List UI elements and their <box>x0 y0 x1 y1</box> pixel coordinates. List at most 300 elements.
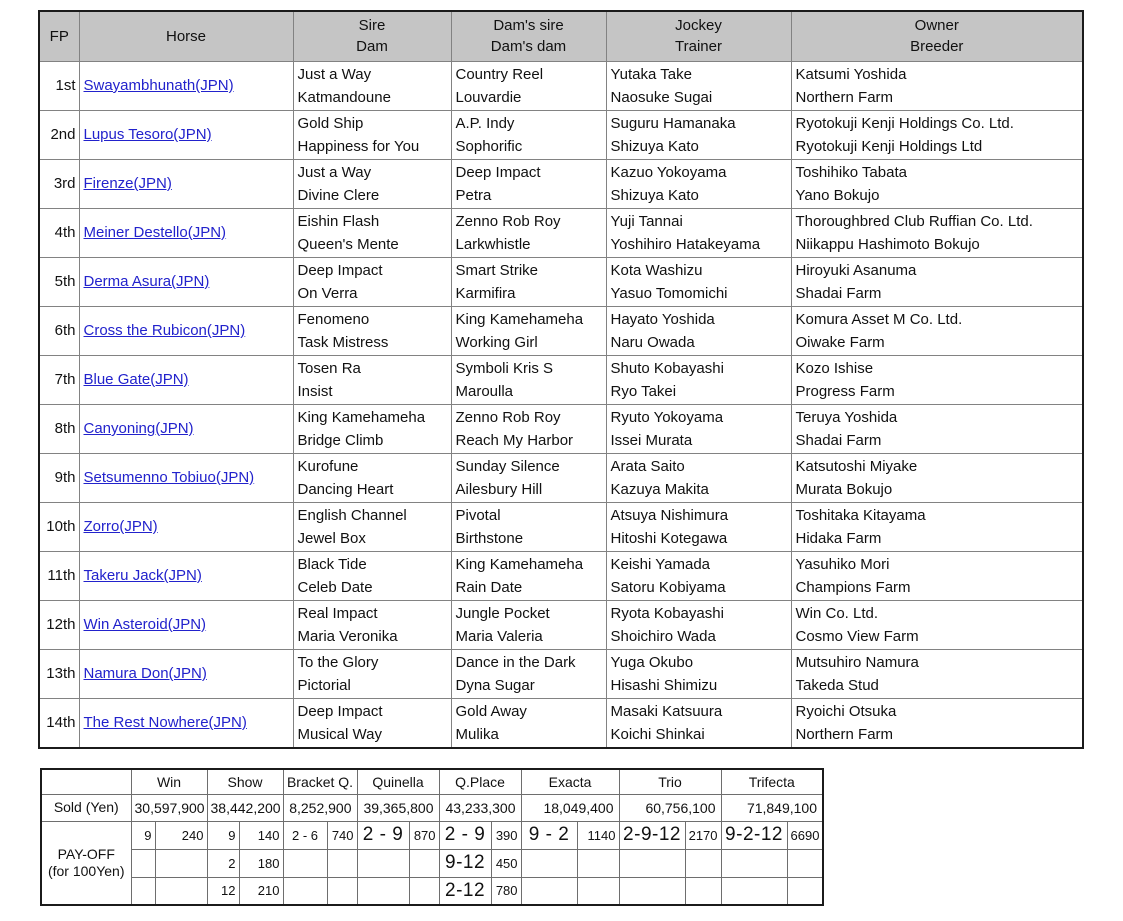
dams-sire-dams-dam-cell <box>451 159 606 208</box>
result-row <box>39 502 1083 551</box>
breeder-name: Northern Farm <box>795 88 894 106</box>
sold-row <box>41 794 823 821</box>
trifecta-payout <box>787 877 823 905</box>
col-header-jockey-trainer <box>606 11 791 61</box>
dams-dam-name: Karmifira <box>455 284 516 302</box>
trio-payout <box>685 849 721 877</box>
jockey-name: Yuji Tannai <box>610 212 683 230</box>
horse-cell <box>79 208 293 257</box>
horse-cell <box>79 551 293 600</box>
dams-sire-name: Country Reel <box>455 65 544 83</box>
horse-cell <box>79 355 293 404</box>
dams-dam-name: Dyna Sugar <box>455 676 535 694</box>
dams-dam-name: Birthstone <box>455 529 524 547</box>
jockey-name: Kota Washizu <box>610 261 703 279</box>
sire-name: King Kamehameha <box>297 408 426 426</box>
header-trainer: Trainer <box>675 38 722 56</box>
horse-link[interactable]: Lupus Tesoro(JPN) <box>83 126 212 143</box>
jockey-name: Suguru Hamanaka <box>610 114 736 132</box>
owner-name: Kozo Ishise <box>795 359 874 377</box>
payoff-label-line2: (for 100Yen) <box>47 862 125 879</box>
dam-name: On Verra <box>297 284 358 302</box>
trainer-name: Satoru Kobiyama <box>610 578 726 596</box>
result-row <box>39 698 1083 748</box>
breeder-name: Takeda Stud <box>795 676 879 694</box>
show-combo: 9 <box>207 821 239 849</box>
show-payout: 210 <box>239 877 283 905</box>
col-header-sire-dam <box>293 11 451 61</box>
jockey-trainer-cell <box>606 257 791 306</box>
dams-dam-name: Mulika <box>455 725 499 743</box>
jockey-trainer-cell <box>606 61 791 110</box>
dams-dam-name: Larkwhistle <box>455 235 531 253</box>
bet-type-q-place: Q.Place <box>439 769 521 794</box>
breeder-name: Northern Farm <box>795 725 894 743</box>
dams-dam-name: Maroulla <box>455 382 514 400</box>
result-row <box>39 110 1083 159</box>
header-dam: Dam <box>356 38 388 56</box>
sire-dam-cell <box>293 551 451 600</box>
breeder-name: Hidaka Farm <box>795 529 882 547</box>
owner-name: Katsutoshi Miyake <box>795 457 918 475</box>
breeder-name: Progress Farm <box>795 382 895 400</box>
quinella-payout <box>409 849 439 877</box>
horse-link[interactable]: Blue Gate(JPN) <box>83 371 189 388</box>
finish-position: 9th <box>39 453 79 502</box>
col-header-fp: FP <box>39 11 79 61</box>
trainer-name: Naosuke Sugai <box>610 88 713 106</box>
sire-name: To the Glory <box>297 653 379 671</box>
quinella-payout: 870 <box>409 821 439 849</box>
owner-name: Komura Asset M Co. Ltd. <box>795 310 963 328</box>
sire-name: Deep Impact <box>297 261 383 279</box>
sire-dam-cell <box>293 257 451 306</box>
sire-name: Kurofune <box>297 457 359 475</box>
dam-name: Jewel Box <box>297 529 366 547</box>
sold-exacta: 18,049,400 <box>521 794 619 821</box>
owner-breeder-cell <box>791 502 1083 551</box>
trainer-name: Yasuo Tomomichi <box>610 284 728 302</box>
jockey-name: Masaki Katsuura <box>610 702 723 720</box>
bracket-q-payout <box>327 849 357 877</box>
bracket-q-combo: 2 - 6 <box>283 821 327 849</box>
payoff-row-1 <box>41 821 823 849</box>
win-payout <box>155 877 207 905</box>
payoff-table <box>40 768 824 906</box>
horse-cell <box>79 257 293 306</box>
dams-sire-dams-dam-cell <box>451 698 606 748</box>
owner-breeder-cell <box>791 61 1083 110</box>
horse-cell <box>79 306 293 355</box>
owner-breeder-cell <box>791 649 1083 698</box>
header-jockey: Jockey <box>675 17 722 35</box>
win-combo: 9 <box>131 821 155 849</box>
dams-dam-name: Reach My Harbor <box>455 431 574 449</box>
trainer-name: Koichi Shinkai <box>610 725 705 743</box>
trainer-name: Issei Murata <box>610 431 693 449</box>
show-payout: 140 <box>239 821 283 849</box>
sire-dam-cell <box>293 649 451 698</box>
breeder-name: Oiwake Farm <box>795 333 885 351</box>
q-place-combo: 9-12 <box>439 849 491 877</box>
sire-dam-cell <box>293 61 451 110</box>
bet-type-trifecta: Trifecta <box>721 769 823 794</box>
dam-name: Musical Way <box>297 725 382 743</box>
col-header-horse: Horse <box>79 11 293 61</box>
dam-name: Maria Veronika <box>297 627 398 645</box>
breeder-name: Shadai Farm <box>795 284 882 302</box>
jockey-name: Kazuo Yokoyama <box>610 163 727 181</box>
owner-breeder-cell <box>791 208 1083 257</box>
jockey-trainer-cell <box>606 208 791 257</box>
dams-dam-name: Maria Valeria <box>455 627 543 645</box>
finish-position: 13th <box>39 649 79 698</box>
horse-link[interactable]: Takeru Jack(JPN) <box>83 567 202 584</box>
horse-link[interactable]: Setsumenno Tobiuo(JPN) <box>83 469 255 486</box>
bet-type-quinella: Quinella <box>357 769 439 794</box>
horse-cell <box>79 159 293 208</box>
horse-link[interactable]: Firenze(JPN) <box>83 175 172 192</box>
owner-name: Teruya Yoshida <box>795 408 898 426</box>
quinella-combo <box>357 877 409 905</box>
owner-name: Ryotokuji Kenji Holdings Co. Ltd. <box>795 114 1014 132</box>
dams-sire-dams-dam-cell <box>451 208 606 257</box>
dams-sire-name: Deep Impact <box>455 163 541 181</box>
owner-breeder-cell <box>791 110 1083 159</box>
dams-sire-dams-dam-cell <box>451 306 606 355</box>
bracket-q-combo <box>283 849 327 877</box>
show-payout: 180 <box>239 849 283 877</box>
horse-link[interactable]: The Rest Nowhere(JPN) <box>83 714 247 731</box>
exacta-payout: 1140 <box>577 821 619 849</box>
finish-position: 11th <box>39 551 79 600</box>
owner-name: Toshitaka Kitayama <box>795 506 926 524</box>
result-row <box>39 649 1083 698</box>
payoff-corner-cell <box>41 769 131 794</box>
bracket-q-payout <box>327 877 357 905</box>
owner-name: Win Co. Ltd. <box>795 604 879 622</box>
sire-name: Just a Way <box>297 65 372 83</box>
dam-name: Task Mistress <box>297 333 389 351</box>
results-header-row <box>39 11 1083 61</box>
trainer-name: Naru Owada <box>610 333 695 351</box>
finish-position: 14th <box>39 698 79 748</box>
finish-position: 4th <box>39 208 79 257</box>
dams-sire-dams-dam-cell <box>451 551 606 600</box>
show-combo: 12 <box>207 877 239 905</box>
race-results-table <box>38 10 1084 749</box>
owner-name: Katsumi Yoshida <box>795 65 907 83</box>
trifecta-payout: 6690 <box>787 821 823 849</box>
dams-sire-dams-dam-cell <box>451 600 606 649</box>
dams-sire-name: A.P. Indy <box>455 114 515 132</box>
trainer-name: Hitoshi Kotegawa <box>610 529 728 547</box>
horse-cell <box>79 600 293 649</box>
dams-sire-dams-dam-cell <box>451 453 606 502</box>
dams-dam-name: Sophorific <box>455 137 523 155</box>
owner-breeder-cell <box>791 355 1083 404</box>
dam-name: Queen's Mente <box>297 235 399 253</box>
col-header-dams-sire-dams-dam <box>451 11 606 61</box>
dams-sire-dams-dam-cell <box>451 649 606 698</box>
finish-position: 8th <box>39 404 79 453</box>
header-dams-sire: Dam's sire <box>493 17 564 35</box>
finish-position: 3rd <box>39 159 79 208</box>
exacta-combo <box>521 849 577 877</box>
jockey-trainer-cell <box>606 306 791 355</box>
bet-type-bracket-q: Bracket Q. <box>283 769 357 794</box>
result-row <box>39 600 1083 649</box>
finish-position: 6th <box>39 306 79 355</box>
trifecta-combo <box>721 849 787 877</box>
dams-sire-name: Smart Strike <box>455 261 539 279</box>
dams-sire-dams-dam-cell <box>451 110 606 159</box>
sold-q-place: 43,233,300 <box>439 794 521 821</box>
jockey-trainer-cell <box>606 453 791 502</box>
jockey-trainer-cell <box>606 502 791 551</box>
result-row <box>39 61 1083 110</box>
trifecta-combo: 9-2-12 <box>721 821 787 849</box>
sold-label: Sold (Yen) <box>41 794 131 821</box>
sire-name: Eishin Flash <box>297 212 380 230</box>
dams-sire-name: Symboli Kris S <box>455 359 554 377</box>
result-row <box>39 306 1083 355</box>
header-dams-dam: Dam's dam <box>490 38 567 56</box>
horse-link[interactable]: Namura Don(JPN) <box>83 665 207 682</box>
header-sire: Sire <box>358 17 386 35</box>
jockey-trainer-cell <box>606 110 791 159</box>
q-place-payout: 780 <box>491 877 521 905</box>
jockey-name: Yuga Okubo <box>610 653 694 671</box>
finish-position: 7th <box>39 355 79 404</box>
header-owner: Owner <box>914 17 959 35</box>
jockey-name: Shuto Kobayashi <box>610 359 724 377</box>
horse-link[interactable]: Swayambhunath(JPN) <box>83 77 234 94</box>
owner-name: Mutsuhiro Namura <box>795 653 919 671</box>
sold-trifecta: 71,849,100 <box>721 794 823 821</box>
owner-name: Ryoichi Otsuka <box>795 702 897 720</box>
horse-cell <box>79 110 293 159</box>
sold-bracket-q: 8,252,900 <box>283 794 357 821</box>
trio-combo: 2-9-12 <box>619 821 685 849</box>
dam-name: Happiness for You <box>297 137 420 155</box>
finish-position: 1st <box>39 61 79 110</box>
sire-name: English Channel <box>297 506 407 524</box>
result-row <box>39 159 1083 208</box>
win-combo <box>131 877 155 905</box>
result-row <box>39 355 1083 404</box>
trifecta-payout <box>787 849 823 877</box>
trio-combo <box>619 877 685 905</box>
quinella-payout <box>409 877 439 905</box>
bracket-q-combo <box>283 877 327 905</box>
trainer-name: Kazuya Makita <box>610 480 709 498</box>
dams-sire-dams-dam-cell <box>451 257 606 306</box>
trainer-name: Hisashi Shimizu <box>610 676 718 694</box>
finish-position: 10th <box>39 502 79 551</box>
jockey-name: Arata Saito <box>610 457 685 475</box>
jockey-name: Hayato Yoshida <box>610 310 715 328</box>
jockey-name: Atsuya Nishimura <box>610 506 729 524</box>
horse-link[interactable]: Cross the Rubicon(JPN) <box>83 322 246 339</box>
owner-name: Toshihiko Tabata <box>795 163 907 181</box>
dam-name: Celeb Date <box>297 578 373 596</box>
finish-position: 2nd <box>39 110 79 159</box>
trifecta-combo <box>721 877 787 905</box>
trainer-name: Ryo Takei <box>610 382 677 400</box>
payoff-label-line1: PAY-OFF <box>57 845 115 862</box>
quinella-combo <box>357 849 409 877</box>
owner-name: Thoroughbred Club Ruffian Co. Ltd. <box>795 212 1033 230</box>
trainer-name: Shizuya Kato <box>610 186 699 204</box>
trio-payout <box>685 877 721 905</box>
owner-breeder-cell <box>791 551 1083 600</box>
dams-sire-dams-dam-cell <box>451 355 606 404</box>
dams-dam-name: Rain Date <box>455 578 523 596</box>
dams-dam-name: Ailesbury Hill <box>455 480 543 498</box>
result-row <box>39 404 1083 453</box>
dam-name: Divine Clere <box>297 186 380 204</box>
sire-dam-cell <box>293 208 451 257</box>
breeder-name: Cosmo View Farm <box>795 627 919 645</box>
owner-breeder-cell <box>791 453 1083 502</box>
jockey-trainer-cell <box>606 159 791 208</box>
win-combo <box>131 849 155 877</box>
trainer-name: Yoshihiro Hatakeyama <box>610 235 761 253</box>
dams-sire-name: Zenno Rob Roy <box>455 408 561 426</box>
jockey-trainer-cell <box>606 698 791 748</box>
dams-sire-name: Zenno Rob Roy <box>455 212 561 230</box>
dams-sire-name: King Kamehameha <box>455 555 584 573</box>
q-place-combo: 2 - 9 <box>439 821 491 849</box>
horse-cell <box>79 649 293 698</box>
bet-type-trio: Trio <box>619 769 721 794</box>
result-row <box>39 208 1083 257</box>
bracket-q-payout: 740 <box>327 821 357 849</box>
owner-name: Yasuhiko Mori <box>795 555 890 573</box>
dams-dam-name: Petra <box>455 186 492 204</box>
win-payout: 240 <box>155 821 207 849</box>
win-payout <box>155 849 207 877</box>
dams-sire-name: Dance in the Dark <box>455 653 576 671</box>
sold-win: 30,597,900 <box>131 794 207 821</box>
horse-link[interactable]: Derma Asura(JPN) <box>83 273 210 290</box>
result-row <box>39 551 1083 600</box>
owner-name: Hiroyuki Asanuma <box>795 261 917 279</box>
jockey-trainer-cell <box>606 649 791 698</box>
sire-name: Black Tide <box>297 555 367 573</box>
col-header-owner-breeder <box>791 11 1083 61</box>
owner-breeder-cell <box>791 600 1083 649</box>
dam-name: Bridge Climb <box>297 431 384 449</box>
sold-show: 38,442,200 <box>207 794 283 821</box>
horse-cell <box>79 698 293 748</box>
exacta-payout <box>577 877 619 905</box>
sire-dam-cell <box>293 698 451 748</box>
exacta-combo: 9 - 2 <box>521 821 577 849</box>
sire-name: Gold Ship <box>297 114 364 132</box>
sire-name: Just a Way <box>297 163 372 181</box>
exacta-combo <box>521 877 577 905</box>
dam-name: Pictorial <box>297 676 351 694</box>
horse-link[interactable]: Canyoning(JPN) <box>83 420 194 437</box>
jockey-name: Ryota Kobayashi <box>610 604 724 622</box>
owner-breeder-cell <box>791 257 1083 306</box>
sold-quinella: 39,365,800 <box>357 794 439 821</box>
jockey-name: Keishi Yamada <box>610 555 711 573</box>
payoff-row-2 <box>41 849 823 877</box>
bet-type-show: Show <box>207 769 283 794</box>
breeder-name: Shadai Farm <box>795 431 882 449</box>
horse-link[interactable]: Win Asteroid(JPN) <box>83 616 207 633</box>
horse-link[interactable]: Zorro(JPN) <box>83 518 158 535</box>
trio-payout: 2170 <box>685 821 721 849</box>
owner-breeder-cell <box>791 404 1083 453</box>
owner-breeder-cell <box>791 698 1083 748</box>
result-row <box>39 257 1083 306</box>
jockey-trainer-cell <box>606 355 791 404</box>
breeder-name: Murata Bokujo <box>795 480 893 498</box>
trainer-name: Shoichiro Wada <box>610 627 716 645</box>
dams-sire-name: Sunday Silence <box>455 457 560 475</box>
dams-sire-name: Jungle Pocket <box>455 604 550 622</box>
dams-sire-dams-dam-cell <box>451 502 606 551</box>
sold-trio: 60,756,100 <box>619 794 721 821</box>
finish-position: 5th <box>39 257 79 306</box>
dam-name: Insist <box>297 382 333 400</box>
sire-dam-cell <box>293 600 451 649</box>
show-combo: 2 <box>207 849 239 877</box>
dams-sire-name: Gold Away <box>455 702 527 720</box>
breeder-name: Ryotokuji Kenji Holdings Ltd <box>795 137 983 155</box>
horse-cell <box>79 404 293 453</box>
dams-sire-dams-dam-cell <box>451 61 606 110</box>
exacta-payout <box>577 849 619 877</box>
sire-dam-cell <box>293 404 451 453</box>
sire-dam-cell <box>293 159 451 208</box>
jockey-name: Yutaka Take <box>610 65 692 83</box>
jockey-name: Ryuto Yokoyama <box>610 408 724 426</box>
dam-name: Katmandoune <box>297 88 391 106</box>
horse-cell <box>79 502 293 551</box>
horse-cell <box>79 61 293 110</box>
breeder-name: Champions Farm <box>795 578 911 596</box>
sire-name: Tosen Ra <box>297 359 361 377</box>
horse-link[interactable]: Meiner Destello(JPN) <box>83 224 227 241</box>
sire-dam-cell <box>293 355 451 404</box>
sire-name: Fenomeno <box>297 310 370 328</box>
dams-dam-name: Louvardie <box>455 88 522 106</box>
breeder-name: Niikappu Hashimoto Bokujo <box>795 235 980 253</box>
breeder-name: Yano Bokujo <box>795 186 880 204</box>
dams-sire-name: King Kamehameha <box>455 310 584 328</box>
quinella-combo: 2 - 9 <box>357 821 409 849</box>
header-breeder: Breeder <box>910 38 964 56</box>
sire-dam-cell <box>293 453 451 502</box>
dam-name: Dancing Heart <box>297 480 394 498</box>
sire-name: Real Impact <box>297 604 378 622</box>
dams-sire-name: Pivotal <box>455 506 501 524</box>
payoff-label <box>41 821 131 905</box>
sire-dam-cell <box>293 306 451 355</box>
dams-dam-name: Working Girl <box>455 333 538 351</box>
payoff-row-3 <box>41 877 823 905</box>
jockey-trainer-cell <box>606 551 791 600</box>
q-place-payout: 450 <box>491 849 521 877</box>
dams-sire-dams-dam-cell <box>451 404 606 453</box>
sire-dam-cell <box>293 502 451 551</box>
owner-breeder-cell <box>791 306 1083 355</box>
